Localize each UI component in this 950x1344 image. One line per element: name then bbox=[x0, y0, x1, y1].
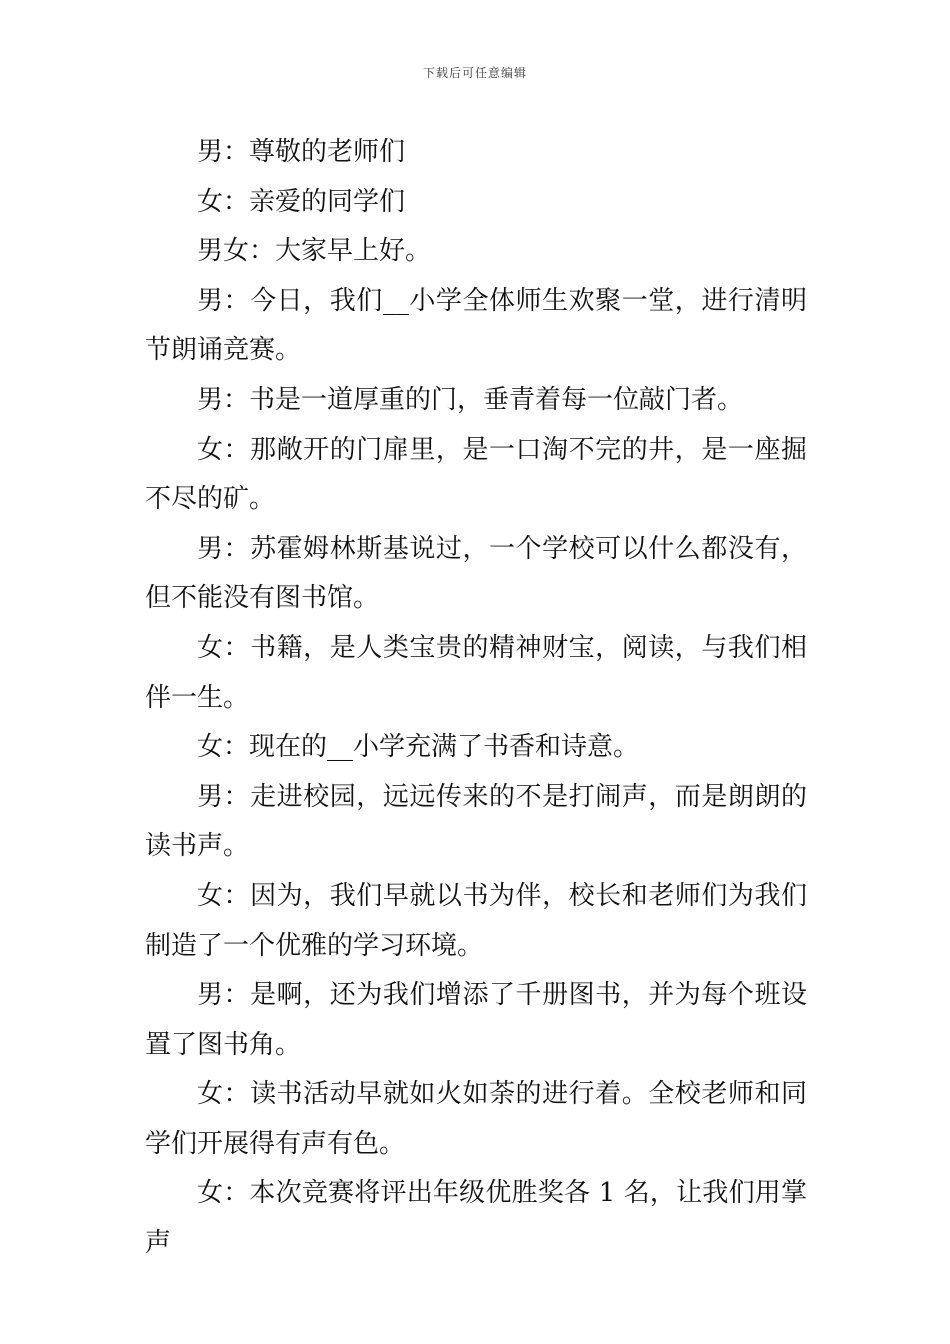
paragraph: 男：苏霍姆林斯基说过，一个学校可以什么都没有，但不能没有图书馆。 bbox=[145, 533, 807, 614]
paragraph: 女：书籍，是人类宝贵的精神财宝，阅读，与我们相伴一生。 bbox=[145, 632, 807, 713]
document-body bbox=[145, 128, 807, 1269]
paragraph: 女：那敞开的门扉里，是一口淘不完的井，是一座掘不尽的矿。 bbox=[145, 434, 807, 515]
paragraph: 男：今日，我们__小学全体师生欢聚一堂，进行清明节朗诵竞赛。 bbox=[145, 285, 807, 366]
paragraph: 男：走进校园，远远传来的不是打闹声，而是朗朗的读书声。 bbox=[145, 781, 807, 862]
paragraph: 女：本次竞赛将评出年级优胜奖各 1 名，让我们用掌声 bbox=[145, 1178, 807, 1259]
page-header: 下载后可任意编辑 bbox=[422, 66, 527, 80]
paragraph: 女：读书活动早就如火如荼的进行着。全校老师和同学们开展得有声有色。 bbox=[145, 1079, 807, 1159]
paragraph: 男：书是一道厚重的门，垂青着每一位敲门者。 bbox=[197, 384, 744, 415]
paragraph: 女：因为，我们早就以书为伴，校长和老师们为我们制造了一个优雅的学习环境。 bbox=[145, 880, 807, 961]
paragraph: 女：亲爱的同学们 bbox=[197, 186, 406, 217]
paragraph: 男：尊敬的老师们 bbox=[197, 137, 406, 167]
paragraph: 女：现在的__小学充满了书香和诗意。 bbox=[197, 732, 640, 763]
paragraph: 男女：大家早上好。 bbox=[197, 236, 432, 267]
paragraph: 男：是啊，还为我们增添了千册图书，并为每个班设置了图书角。 bbox=[145, 980, 807, 1060]
